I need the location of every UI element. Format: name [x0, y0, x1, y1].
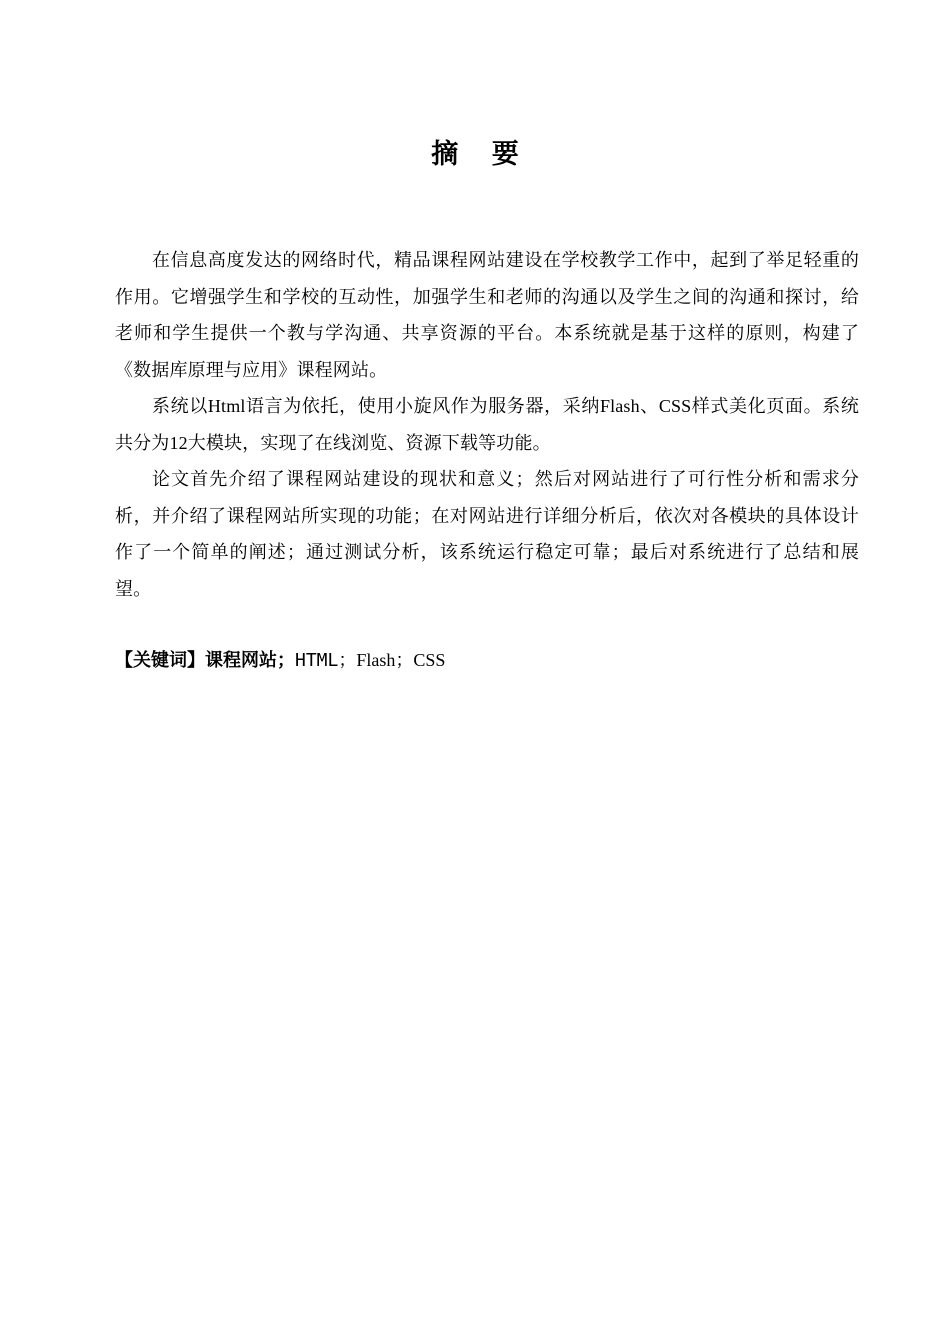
keyword-flash-css: Flash；CSS [356, 650, 446, 670]
abstract-paragraph-2: 系统以Html语言为依托，使用小旋风作为服务器，采纳Flash、CSS样式美化页面。系统共分为12大模块，实现了在线浏览、资源下载等功能。 [115, 396, 859, 453]
keywords-label: 【关键词】 [115, 650, 205, 671]
abstract-paragraph-1: 在信息高度发达的网络时代，精品课程网站建设在学校教学工作中，起到了举足轻重的作用。它增强学生和学校的互动性，加强学生和老师的沟通以及学生之间的沟通和探讨，给老师和学生提供一个教与学沟通、共享资源的平台。本系统就是基于这样的原则，构建了《数据库原理与应用》课程网站。 [115, 250, 859, 380]
keywords-line [115, 645, 859, 676]
keyword-html: HTML； [295, 650, 357, 671]
abstract-title: 摘 要 [431, 139, 531, 170]
abstract-paragraph-3: 论文首先介绍了课程网站建设的现状和意义；然后对网站进行了可行性分析和需求分析，并介绍了课程网站所实现的功能；在对网站进行详细分析后，依次对各模块的具体设计作了一个简单的阐述；通过测试分析，该系统运行稳定可靠；最后对系统进行了总结和展望。 [115, 469, 859, 599]
abstract-body [115, 242, 859, 607]
keyword-course-website: 课程网站； [205, 650, 295, 671]
